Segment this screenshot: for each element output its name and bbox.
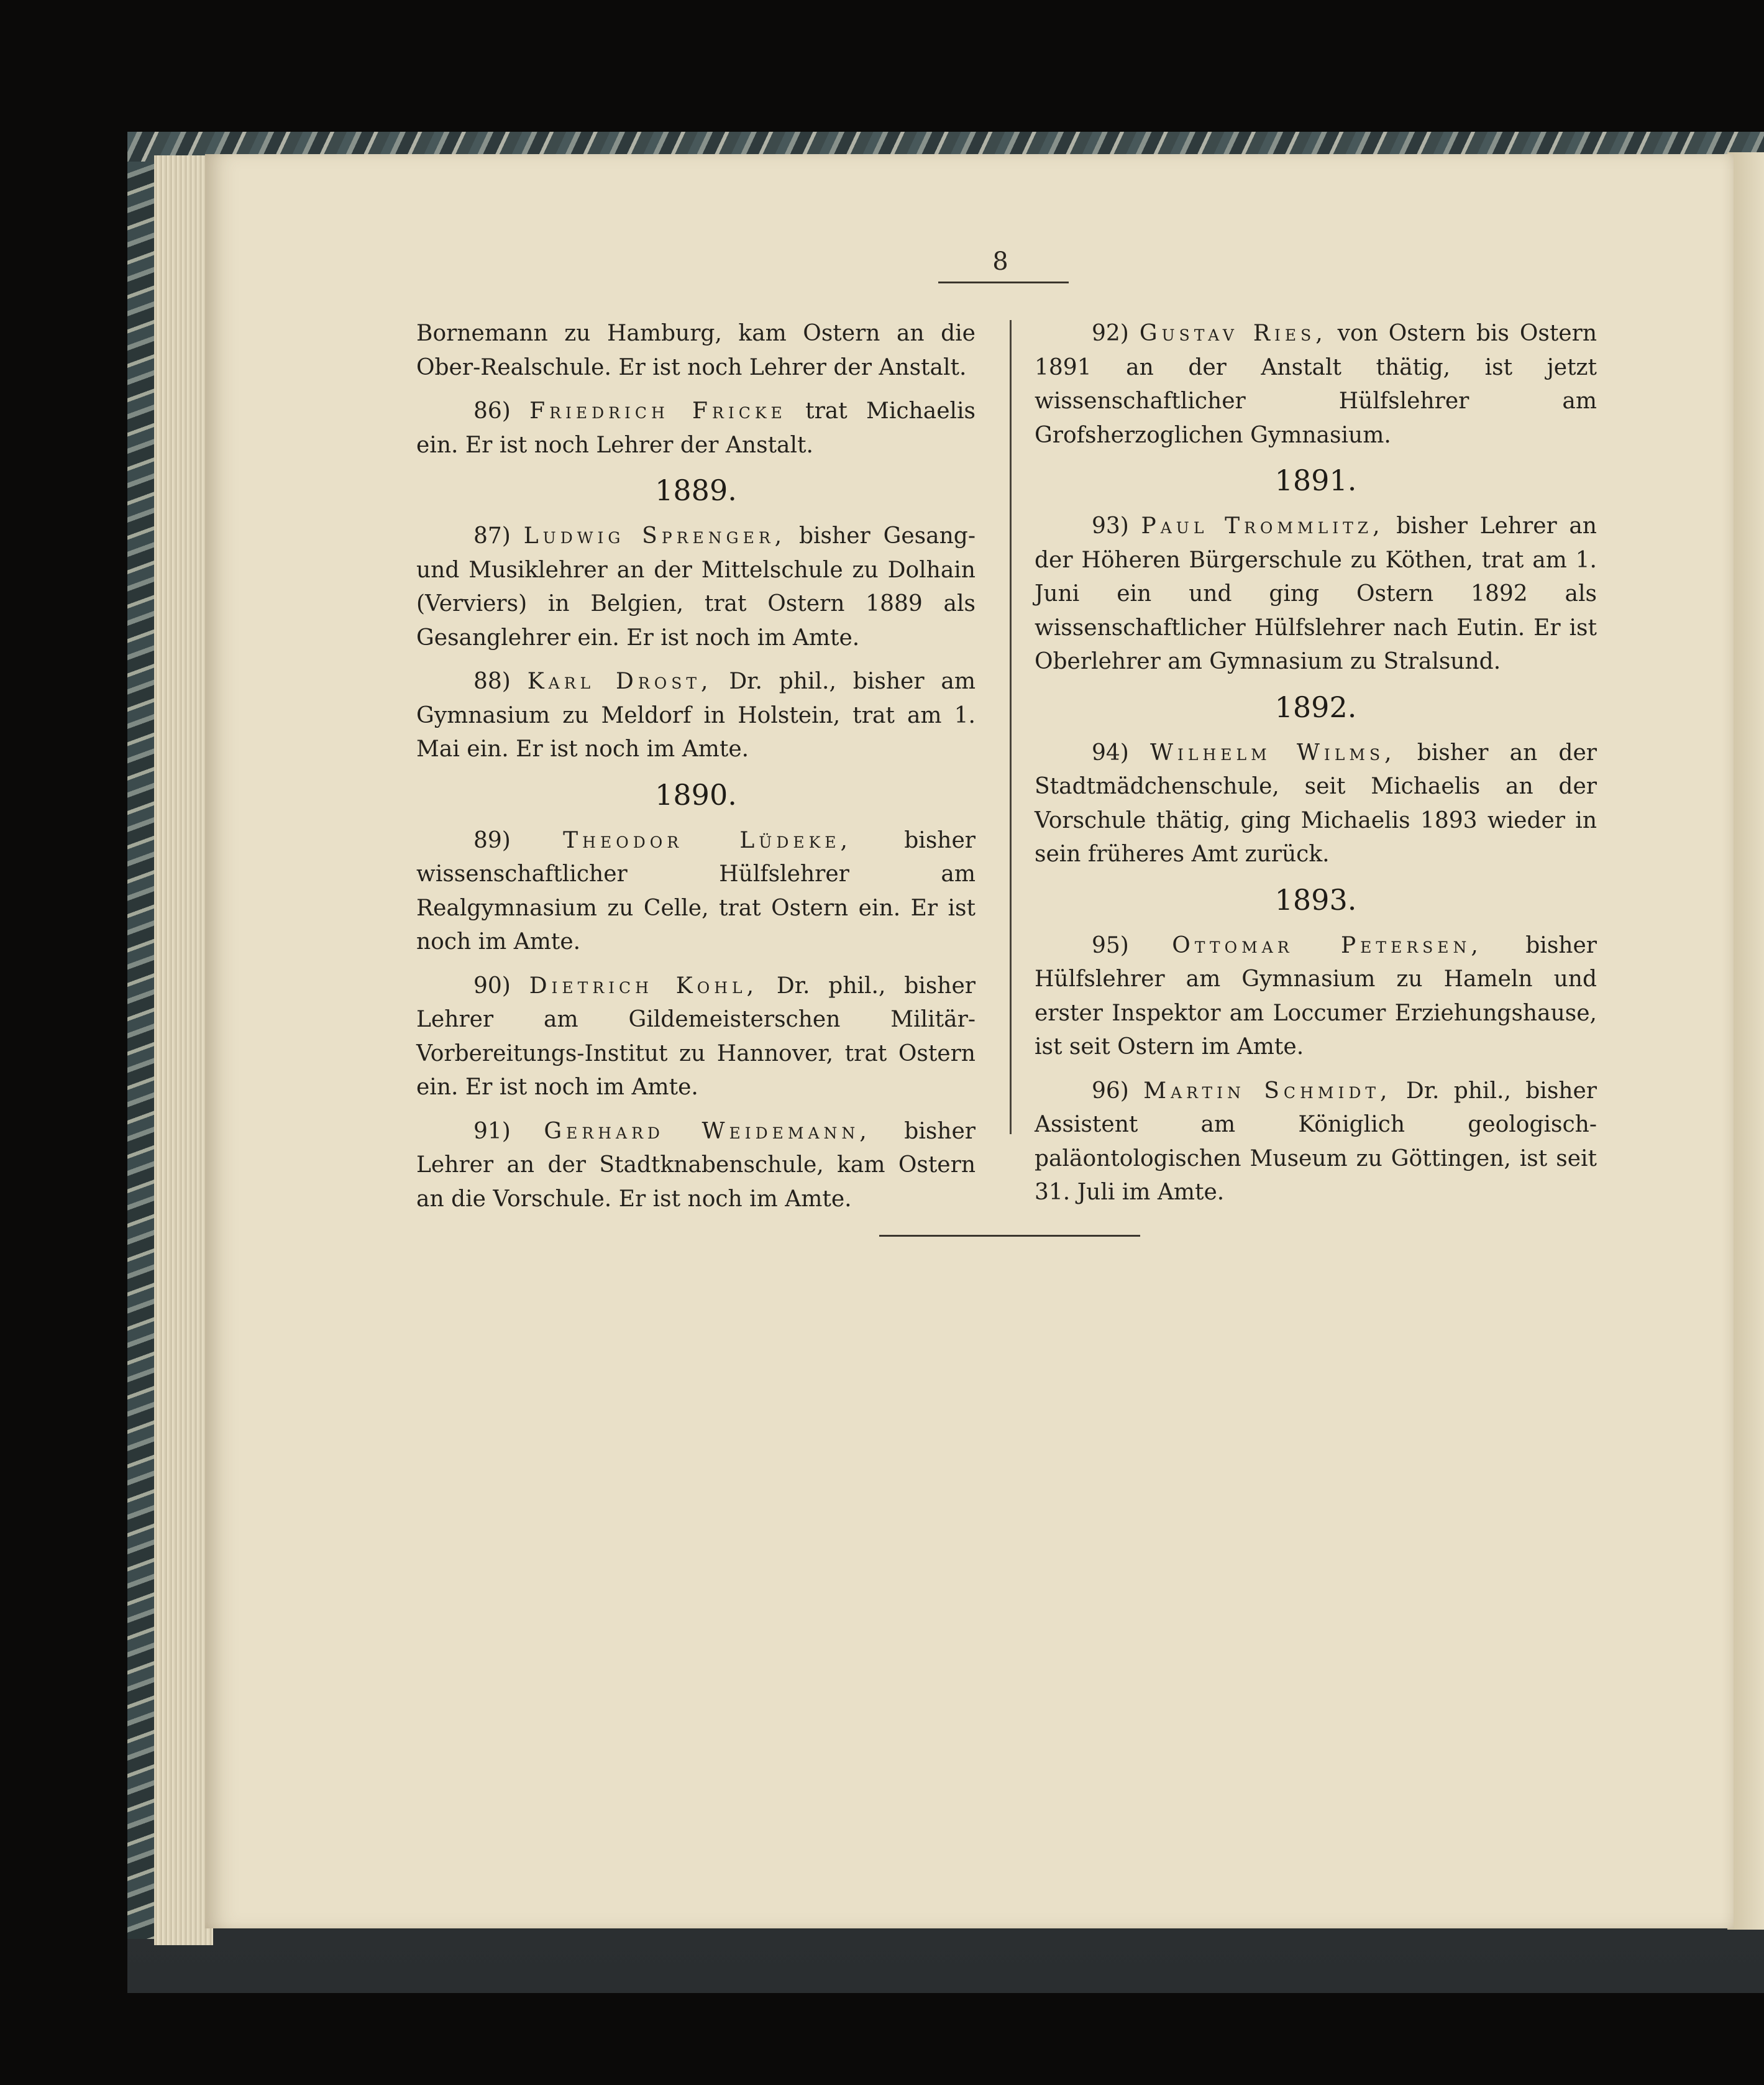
- right-column: [1035, 317, 1597, 1220]
- column-divider: [1010, 320, 1012, 1134]
- left-column: [416, 317, 976, 1226]
- entry-number: 87): [473, 523, 524, 549]
- person-name: Friedrich Fricke: [529, 398, 787, 424]
- entry-number: 94): [1092, 740, 1151, 766]
- person-name: Theodor Lüdeke,: [563, 827, 852, 853]
- staff-entry: [416, 665, 976, 767]
- entry-number: 88): [473, 669, 528, 694]
- entry-text: bisher Hülfslehrer am Gymnasium zu Hameln und erster Inspektor am Loccumer Erziehungshause, ist seit Ostern im Amte.: [1035, 932, 1597, 1060]
- person-name: Ludwig Sprenger,: [523, 523, 787, 549]
- staff-entry: [416, 824, 976, 960]
- entry-number: 96): [1092, 1078, 1144, 1104]
- entry-text: bisher an der Stadtmädchenschule, seit Michaelis an der Vorschule thätig, ging Michaelis 1893 wieder in sein früheres Amt zurück.: [1035, 740, 1597, 867]
- entry-number: 95): [1092, 932, 1172, 958]
- entry-continuation: [416, 317, 976, 385]
- entry-number: 92): [1092, 321, 1140, 346]
- person-name: Gustav Ries,: [1139, 321, 1327, 346]
- entry-number: 86): [473, 398, 530, 424]
- entry-number: 91): [473, 1118, 544, 1144]
- staff-entry: [1035, 317, 1597, 452]
- entry-number: 89): [473, 827, 564, 853]
- header-rule: [938, 282, 1069, 283]
- year-heading: 1893.: [1274, 882, 1357, 917]
- person-name: Dietrich Kohl,: [529, 973, 759, 999]
- end-rule: [879, 1235, 1140, 1237]
- person-name: Ottomar Petersen,: [1172, 932, 1483, 958]
- person-name: Wilhelm Wilms,: [1150, 740, 1396, 766]
- entry-text: bisher Lehrer an der Stadtknabenschule, kam Ostern an die Vorschule. Er ist noch im Amte.: [416, 1118, 976, 1212]
- staff-entry: [1035, 510, 1597, 679]
- staff-entry: [416, 969, 976, 1105]
- person-name: Paul Trommlitz,: [1141, 513, 1384, 539]
- entry-text: von Ostern bis Ostern 1891 an der Anstalt thätig, ist jetzt wissenschaftlicher Hülfslehrer am Grofsherzoglichen Gymnasium.: [1035, 321, 1597, 448]
- year-heading: 1890.: [655, 777, 737, 812]
- entry-text: trat Michaelis ein. Er ist noch Lehrer der Anstalt.: [416, 398, 976, 458]
- entry-text: Bornemann zu Hamburg, kam Ostern an die Ober-Realschule. Er ist noch Lehrer der Anstalt.: [416, 321, 976, 380]
- page-number: 8: [992, 247, 1008, 276]
- person-name: Karl Drost,: [527, 669, 713, 694]
- page-stack-edge: [154, 155, 213, 1945]
- entry-text: bisher wissenschaftlicher Hülfslehrer am Realgymnasium zu Celle, trat Ostern ein. Er ist noch im Amte.: [416, 827, 976, 955]
- entry-number: 90): [473, 973, 529, 999]
- staff-entry: [1035, 736, 1597, 872]
- person-name: Gerhard Weidemann,: [544, 1118, 871, 1144]
- entry-text: Dr. phil., bisher Lehrer am Gildemeisterschen Militär-Vorbereitungs-Institut zu Hannover, trat Ostern ein. Er ist noch im Amte.: [416, 973, 976, 1100]
- staff-entry: [1035, 1075, 1597, 1210]
- entry-text: Dr. phil., bisher Assistent am Königlich geologisch-paläontologischen Museum zu Göttingen, ist seit 31. Juli im Amte.: [1035, 1078, 1597, 1205]
- staff-entry: [416, 1115, 976, 1217]
- staff-entry: [1035, 929, 1597, 1065]
- entry-text: Dr. phil., bisher am Gymnasium zu Meldorf in Holstein, trat am 1. Mai ein. Er ist noch im Amte.: [416, 669, 976, 762]
- entry-number: 93): [1092, 513, 1141, 539]
- entry-text: bisher Gesang- und Musiklehrer an der Mittelschule zu Dolhain (Verviers) in Belgien, trat Ostern 1889 als Gesanglehrer ein. Er ist noch im Amte.: [416, 523, 976, 651]
- year-heading: 1889.: [655, 474, 737, 507]
- person-name: Martin Schmidt,: [1143, 1078, 1392, 1104]
- year-heading: 1892.: [1274, 690, 1357, 724]
- entry-text: bisher Lehrer an der Höheren Bürgerschule zu Köthen, trat am 1. Juni ein und ging Ostern 1892 als wissenschaftlicher Hülfslehrer nach Eutin. Er ist Oberlehrer am Gymnasium zu Stralsund.: [1035, 513, 1597, 674]
- staff-entry: [416, 520, 976, 655]
- staff-entry: [416, 395, 976, 462]
- year-heading: 1891.: [1274, 464, 1357, 497]
